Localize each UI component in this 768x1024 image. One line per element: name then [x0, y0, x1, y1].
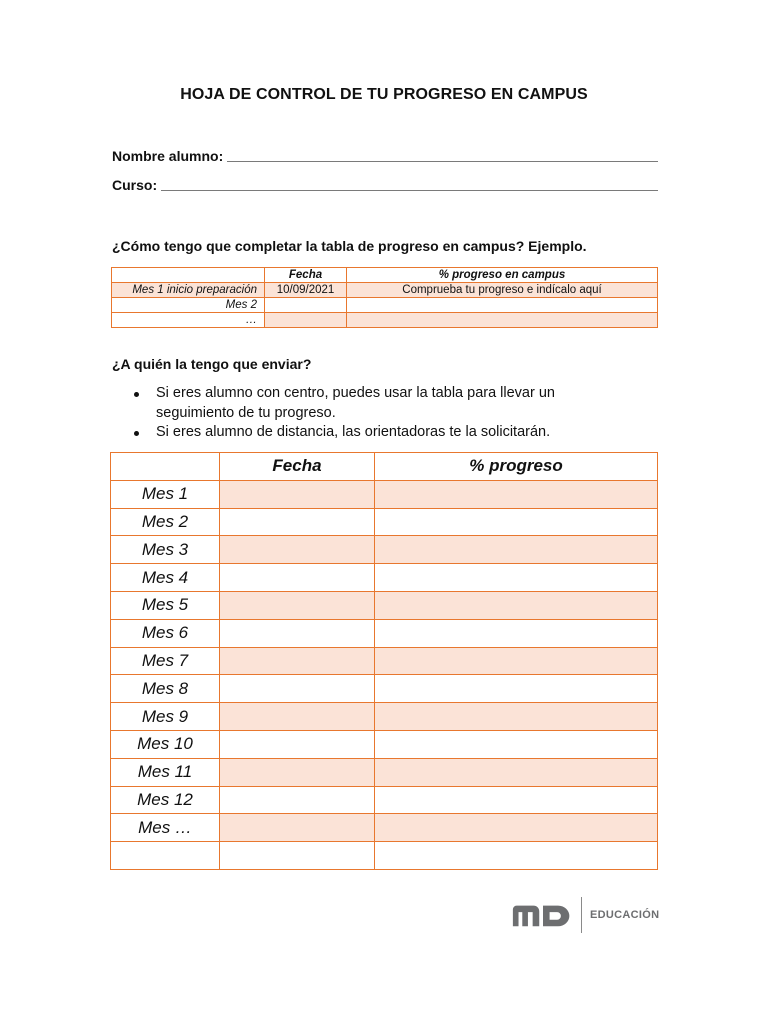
month-label-cell: Mes 6: [111, 619, 220, 647]
progress-input-cell[interactable]: [375, 536, 658, 564]
month-label-cell: Mes 5: [111, 591, 220, 619]
table-row: [111, 730, 658, 758]
progress-header-cell: % progreso: [375, 453, 658, 481]
send-heading: ¿A quién la tengo que enviar?: [112, 356, 312, 372]
example-progress-cell: [347, 298, 658, 313]
table-row: [111, 814, 658, 842]
example-header-row: [112, 268, 658, 283]
example-row: [112, 298, 658, 313]
table-row: [111, 619, 658, 647]
month-label-cell: Mes 3: [111, 536, 220, 564]
example-row-label: Mes 1 inicio preparación: [112, 283, 265, 298]
table-row: [111, 536, 658, 564]
progress-header-cell: Fecha: [220, 453, 375, 481]
example-header-cell: [112, 268, 265, 283]
example-header-cell: % progreso en campus: [347, 268, 658, 283]
bullet-text: Si eres alumno de distancia, las orientadoras te la solicitarán.: [156, 424, 551, 440]
table-row: [111, 758, 658, 786]
progress-input-cell[interactable]: [375, 814, 658, 842]
date-input-cell[interactable]: [220, 647, 375, 675]
progress-input-cell[interactable]: [375, 647, 658, 675]
course-field[interactable]: [112, 177, 658, 193]
student-name-line[interactable]: [227, 149, 658, 162]
date-input-cell[interactable]: [220, 508, 375, 536]
bullet-text: Si eres alumno con centro, puedes usar la tabla para llevar un seguimiento de tu progreso.: [156, 385, 555, 421]
progress-input-cell[interactable]: [375, 703, 658, 731]
date-input-cell[interactable]: [220, 814, 375, 842]
date-input-cell[interactable]: [220, 730, 375, 758]
progress-input-cell[interactable]: [375, 564, 658, 592]
month-label-cell: Mes 9: [111, 703, 220, 731]
example-table: [111, 267, 658, 328]
md-educacion-logo: [511, 897, 659, 933]
progress-input-cell[interactable]: [375, 758, 658, 786]
progress-input-cell[interactable]: [375, 480, 658, 508]
course-line[interactable]: [161, 178, 658, 191]
date-input-cell[interactable]: [220, 536, 375, 564]
example-header-cell: Fecha: [265, 268, 347, 283]
student-name-field[interactable]: [112, 148, 658, 164]
table-row: [111, 480, 658, 508]
table-row: [111, 675, 658, 703]
example-date-cell: [265, 313, 347, 328]
progress-input-cell[interactable]: [375, 786, 658, 814]
month-label-cell: Mes 7: [111, 647, 220, 675]
progress-input-cell[interactable]: [375, 675, 658, 703]
example-row-label: Mes 2: [112, 298, 265, 313]
month-label-cell: Mes 10: [111, 730, 220, 758]
month-label-cell: Mes 11: [111, 758, 220, 786]
table-row: [111, 591, 658, 619]
month-label-cell: [111, 842, 220, 870]
md-logo-icon: [511, 897, 575, 933]
month-label-cell: Mes 1: [111, 480, 220, 508]
date-input-cell[interactable]: [220, 758, 375, 786]
progress-input-cell[interactable]: [375, 842, 658, 870]
progress-header-row: [111, 453, 658, 481]
bullet-icon: [134, 431, 139, 436]
month-label-cell: Mes 4: [111, 564, 220, 592]
month-label-cell: Mes 2: [111, 508, 220, 536]
date-input-cell[interactable]: [220, 480, 375, 508]
table-row: [111, 786, 658, 814]
progress-table: [110, 452, 658, 870]
course-label: Curso:: [112, 177, 158, 193]
table-row: [111, 703, 658, 731]
date-input-cell[interactable]: [220, 619, 375, 647]
progress-header-cell: [111, 453, 220, 481]
page-title: HOJA DE CONTROL DE TU PROGRESO EN CAMPUS: [180, 86, 588, 103]
progress-input-cell[interactable]: [375, 619, 658, 647]
logo-separator: [581, 897, 582, 933]
month-label-cell: Mes …: [111, 814, 220, 842]
send-bullet-list: [130, 384, 630, 443]
list-item: [130, 423, 630, 443]
example-progress-cell: Comprueba tu progreso e indícalo aquí: [347, 283, 658, 298]
progress-input-cell[interactable]: [375, 730, 658, 758]
example-row: [112, 283, 658, 298]
example-heading: ¿Cómo tengo que completar la tabla de progreso en campus? Ejemplo.: [112, 238, 587, 254]
date-input-cell[interactable]: [220, 786, 375, 814]
example-row: [112, 313, 658, 328]
table-row: [111, 647, 658, 675]
example-date-cell: 10/09/2021: [265, 283, 347, 298]
progress-input-cell[interactable]: [375, 508, 658, 536]
date-input-cell[interactable]: [220, 591, 375, 619]
logo-text: EDUCACIÓN: [590, 909, 660, 921]
date-input-cell[interactable]: [220, 675, 375, 703]
table-row: [111, 508, 658, 536]
table-row: [111, 564, 658, 592]
table-row: [111, 842, 658, 870]
date-input-cell[interactable]: [220, 564, 375, 592]
progress-input-cell[interactable]: [375, 591, 658, 619]
month-label-cell: Mes 12: [111, 786, 220, 814]
date-input-cell[interactable]: [220, 703, 375, 731]
date-input-cell[interactable]: [220, 842, 375, 870]
example-date-cell: [265, 298, 347, 313]
list-item: [130, 384, 630, 423]
bullet-icon: [134, 392, 139, 397]
example-progress-cell: [347, 313, 658, 328]
month-label-cell: Mes 8: [111, 675, 220, 703]
example-row-label: …: [112, 313, 265, 328]
student-name-label: Nombre alumno:: [112, 148, 224, 164]
